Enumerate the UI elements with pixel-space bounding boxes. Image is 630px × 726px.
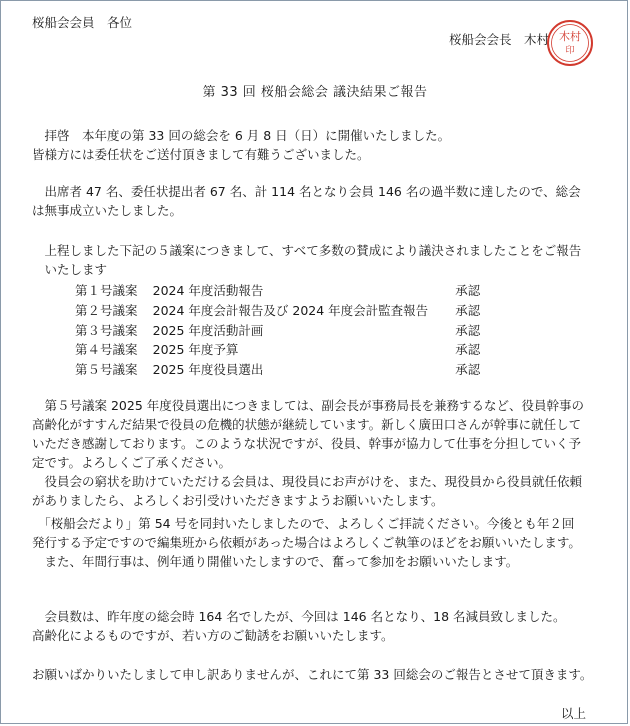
agenda-list [75,281,495,380]
agenda-row [75,360,495,380]
agenda-item: 2025 年度役員選出 [152,362,264,378]
page-title: 第 33 回 桜船会総会 議決結果ご報告 [202,85,428,100]
svg-text:木村: 木村 [559,30,581,43]
agenda-result: 承認 [455,362,481,378]
agenda-result: 承認 [455,342,481,358]
resolution-intro-paragraph: 上程しました下記の５議案につきまして、すべて多数の賛成により議決されましたことをご報告 いたします [44,243,582,277]
closing-mark: 以上 [561,706,587,721]
agenda-item: 2024 年度会計報告及び 2024 年度会計監査報告 [152,302,429,318]
agenda-row [75,321,495,341]
agenda-number: 第４号議案 [75,342,138,358]
newsletter-paragraph: 「桜船会だより」第 54 号を同封いたしましたので、よろしくご拝読ください。今後とも年２回 発行する予定ですので編集班から依頼があった場合はよろしくご執筆のほどをお願いいたします。 また、年間行事は、例年通り開催いたしますので、奮って参加をお願いいたします。 [32,516,581,569]
agenda-result: 承認 [455,283,481,298]
agenda-item: 2025 年度予算 [152,342,239,358]
agenda-row [75,281,495,301]
sender-name: 桜船会会長 木村 [449,32,550,47]
closing-remark: お願いばかりいたしまして申し訳ありませんが、これにて第 33 回総会のご報告とさせて頂きます。 [32,667,593,682]
addressee: 桜船会会員 各位 [32,15,133,30]
agenda-number: 第５号議案 [75,362,138,378]
svg-text:印: 印 [565,46,575,56]
agenda-result: 承認 [455,302,481,318]
agenda-row [75,301,495,321]
agenda-number: 第２号議案 [75,302,138,318]
agenda-result: 承認 [455,322,481,338]
agenda-item: 2024 年度活動報告 [152,283,264,298]
officers-paragraph: 第５号議案 2025 年度役員選出につきましては、副会長が事務局長を兼務するなど、役員幹事の 高齢化がすすんだ結果で役員の危機的状態が継続しています。新しく廣田口さんが幹事に就任して いただき感謝しております。このような状況ですが、役員、幹事が協力して仕事を分担していく予 定です。よろしくご了承ください。 役員会の窮状を助けていただける会員は、現役員にお声がけを、また、現役員から役員就任依頼 がありましたら、よろしくお引受けいただきますようお願いいたします。 [32,398,585,508]
agenda-number: 第３号議案 [75,322,138,338]
membership-paragraph: 会員数は、昨年度の総会時 164 名でしたが、今回は 146 名となり、18 名減員致しました。 高齢化によるものですが、若い方のご勧誘をお願いいたします。 [32,609,566,643]
seal-stamp [546,19,594,67]
agenda-number: 第１号議案 [75,283,138,298]
attendance-paragraph: 出席者 47 名、委任状提出者 67 名、計 114 名となり会員 146 名の過半数に達したので、総会 は無事成立いたしました。 [32,184,581,218]
greeting-paragraph: 拝啓 本年度の第 33 回の総会を 6 月 8 日（日）に開催いたしました。 皆様方には委任状をご送付頂きまして有難うございました。 [32,128,451,162]
agenda-item: 2025 年度活動計画 [152,322,264,338]
agenda-row [75,340,495,360]
